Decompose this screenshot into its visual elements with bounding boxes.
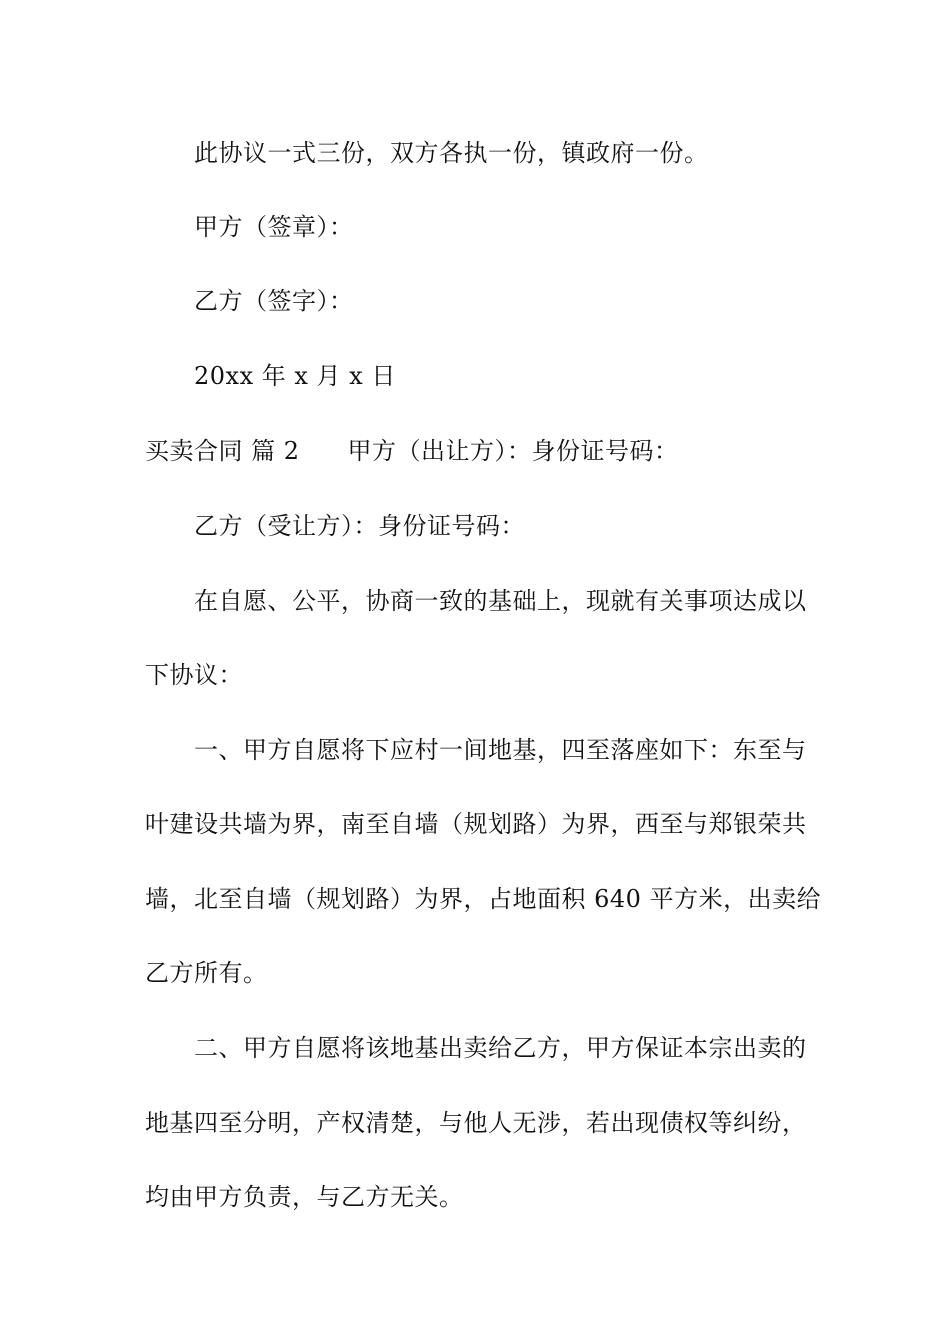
clause-1-line-1: 一、甲方自愿将下应村一间地基，四至落座如下：东至与 [194, 736, 807, 764]
party-b-id-line: 乙方（受让方）：身份证号码： [194, 512, 525, 540]
paragraph-intro-line-2: 下协议： [145, 661, 243, 689]
clause-1-line-2: 叶建设共墙为界，南至自墙（规划路）为界，西至与郑银荣共 [145, 810, 807, 838]
paragraph-intro-line-1: 在自愿、公平，协商一致的基础上，现就有关事项达成以 [194, 587, 807, 615]
section-heading-row [145, 435, 679, 467]
clause-2-line-3: 均由甲方负责，与乙方无关。 [145, 1183, 464, 1211]
clause-2-line-2: 地基四至分明，产权清楚，与他人无涉，若出现债权等纠纷， [145, 1109, 807, 1137]
clause-2-line-1: 二、甲方自愿将该地基出卖给乙方，甲方保证本宗出卖的 [194, 1034, 807, 1062]
section-heading: 买卖合同 篇 2 [145, 437, 300, 465]
party-a-id-line: 甲方（出让方）：身份证号码： [347, 437, 679, 465]
party-a-signature-line: 甲方（签章）： [194, 213, 354, 241]
paragraph-copies: 此协议一式三份，双方各执一份，镇政府一份。 [194, 139, 709, 167]
party-b-signature-line: 乙方（签字）： [194, 287, 354, 315]
clause-1-line-4: 乙方所有。 [145, 959, 268, 987]
clause-1-line-3: 墙，北至自墙（规划路）为界，占地面积 640 平方米，出卖给 [145, 885, 822, 913]
date-line: 20xx 年 x 月 x 日 [194, 362, 396, 390]
